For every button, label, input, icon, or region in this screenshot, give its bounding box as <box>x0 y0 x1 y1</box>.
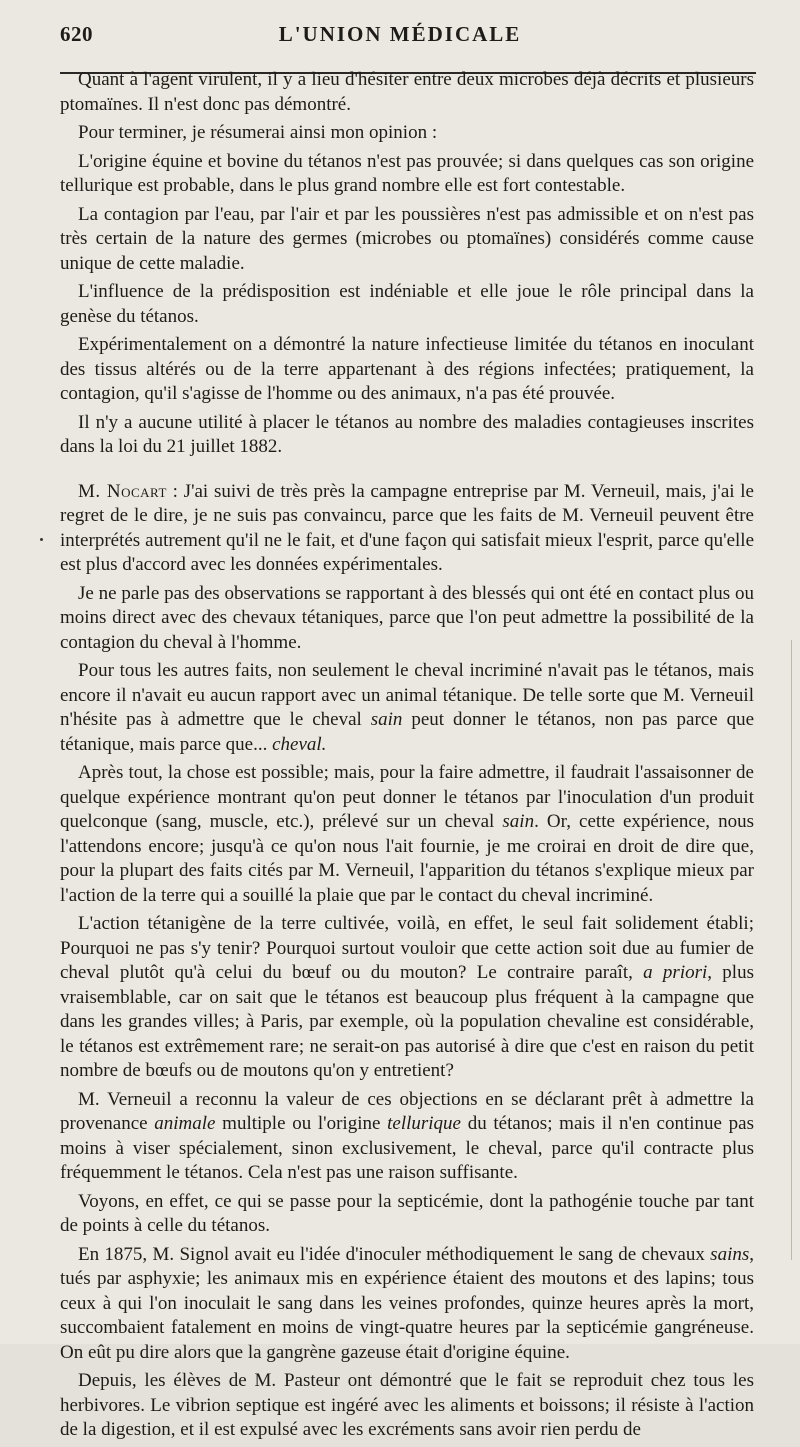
text-run: multiple ou l'origine <box>215 1113 388 1134</box>
italic-run: animale <box>154 1113 216 1134</box>
text-run: En 1875, M. Signol avait eu l'idée d'inoculer méthodiquement le sang de chevaux <box>78 1243 711 1265</box>
paragraph-loi-1882: Il n'y a aucune utilité à placer le tétanos au nombre des maladies contagieuses inscrites dans la loi du 21 juillet 1882. <box>60 411 754 457</box>
text-run: L'action tétanigène de la terre cultivée, voilà, en effet, le seul fait solidement établi; Pourquoi ne pas s'y tenir? Pourquoi surtout vouloir que cette action soit due au fumier de cheval plutôt qu'à celui du bœuf ou du mouton? Le contraire paraît, <box>60 913 754 983</box>
paragraph-nocart <box>60 480 754 578</box>
paragraph-agent-virulent: Quant à l'agent virulent, il y a lieu d'hésiter entre deux microbes déjà décrits et plusieurs ptomaïnes. Il n'est donc pas démontré. <box>60 69 754 115</box>
paragraph-pasteur: Depuis, les élèves de M. Pasteur ont démontré que le fait se reproduit chez tous les herbivores. Le vibrion septique est ingéré avec les aliments et boissons; il résiste à l'action de la digestion, et il est expulsé avec les excréments sans avoir rien perdu de <box>60 1370 754 1440</box>
italic-run: sains <box>710 1243 750 1265</box>
body-text <box>60 68 754 1447</box>
page-header <box>0 16 800 56</box>
text-run: Après tout, la chose est possible; mais, pour la faire admettre, il faudrait l'assaisonner de quelque expérience montrant qu'on peut donner le tétanos par l'inoculation d'un produit quelconque (sang, muscle, etc.), prélevé sur un cheval <box>60 762 754 832</box>
italic-run: a priori <box>643 962 708 983</box>
paragraph-origine-equine: L'origine équine et bovine du tétanos n'est pas prouvée; si dans quelques cas son origine tellurique est probable, dans le plus grand nombre elle est fort contestable. <box>60 150 754 196</box>
paragraph-autres-faits <box>60 659 754 757</box>
text-run: . Or, cette expérience, nous l'attendons encore; jusqu'à ce qu'on nous l'ait fournie, je me croirai en droit de dire que, pour la plupart des faits cités par M. Verneuil, l'apparition du tétanos s'explique mieux par l'action de la terre qui a souillé la plaie que par le contact du cheval incriminé. <box>60 811 754 906</box>
text-run: peut donner le tétanos, non pas parce que tétanique, mais parce que... <box>60 709 755 755</box>
italic-run: tellurique <box>387 1113 461 1134</box>
text-run: Pour tous les autres faits, non seulement le cheval incriminé n'avait pas le tétanos, mais encore il n'avait eu aucun rapport avec un animal tétanique. De telle sorte que M. Verneuil n'hésite pas à admettre que le cheval <box>60 660 754 730</box>
italic-run: sain <box>502 811 535 832</box>
italic-run: sain <box>370 709 403 730</box>
page-edge-shadow <box>791 640 792 1260</box>
paragraph-experimentalement: Expérimentalement on a démontré la nature infectieuse limitée du tétanos en inoculant des tissus altérés ou de la terre appartenant à des régions infectées; pratiquement, la contagion, qu'il s'agisse de l'homme ou des animaux, n'a pas été prouvée. <box>60 334 754 404</box>
text-run: du tétanos; mais il n'en continue pas moins à viser spécialement, sinon exclusivement, le cheval, parce qu'il contracte plus fréquemment le tétanos. Cela n'est pas une raison suffisante. <box>60 1113 754 1183</box>
running-title: L'UNION MÉDICALE <box>278 22 522 46</box>
margin-dot <box>40 538 43 541</box>
text-run: , plus vraisemblable, car on sait que le tétanos est beaucoup plus fréquent à la campagne que dans les grandes villes; à Paris, par exemple, où la population chevaline est considérable, le tétanos est extrêmement rare; ne serait-on pas autorisé à dire que c'est en raison du petit nombre de bœufs ou de moutons qu'on y entretient? <box>60 962 754 1081</box>
nocart-text: : J'ai suivi de très près la campagne entreprise par M. Verneuil, mais, j'ai le regret de le dire, je ne suis pas convaincu, parce que les faits de M. Verneuil peuvent être interprétés autrement qu'il ne le fait, et d'une façon qui satisfait mieux l'esprit, parce qu'elle est plus d'accord avec les données expérimentales. <box>60 480 754 575</box>
paragraph-signol-1875 <box>60 1243 754 1366</box>
text-run: , tués par asphyxie; les animaux mis en expérience étaient des moutons et des lapins; tous ceux à qui l'on inoculait le sang dans les veines profondes, quinze heures après la mort, succombaient fatalement en moins de vingt-quatre heures par la septicémie gangréneuse. On eût pu dire alors que la gangrène gazeuse était d'origine équine. <box>60 1243 754 1363</box>
paragraph-contact: Je ne parle pas des observations se rapportant à des blessés qui ont été en contact plus ou moins direct avec des chevaux tétaniques, parce que l'on peut admettre la possibilité de la contagion du cheval à l'homme. <box>60 582 754 653</box>
speaker-name: M. Nocart <box>78 480 167 502</box>
page-number: 620 <box>60 22 93 46</box>
paragraph-apres-tout <box>60 761 754 908</box>
italic-run: cheval. <box>272 733 327 755</box>
paragraph-predisposition: L'influence de la prédisposition est indéniable et elle joue le rôle principal dans la genèse du tétanos. <box>60 281 754 327</box>
text-run: M. Verneuil a reconnu la valeur de ces objections en se déclarant prêt à admettre la provenance <box>60 1088 754 1134</box>
paragraph-pour-terminer: Pour terminer, je résumerai ainsi mon opinion : <box>78 122 438 143</box>
paragraph-verneuil-objections <box>60 1088 754 1186</box>
paragraph-contagion-eau: La contagion par l'eau, par l'air et par les poussières n'est pas admissible et on n'est pas très certain de la nature des germes (microbes ou ptomaïnes) considérés comme cause unique de cette maladie. <box>60 203 754 274</box>
paragraph-septicemie: Voyons, en effet, ce qui se passe pour la septicémie, dont la pathogénie touche par tant de points à celle du tétanos. <box>60 1190 754 1236</box>
paragraph-action-tetanigene <box>60 912 754 1084</box>
